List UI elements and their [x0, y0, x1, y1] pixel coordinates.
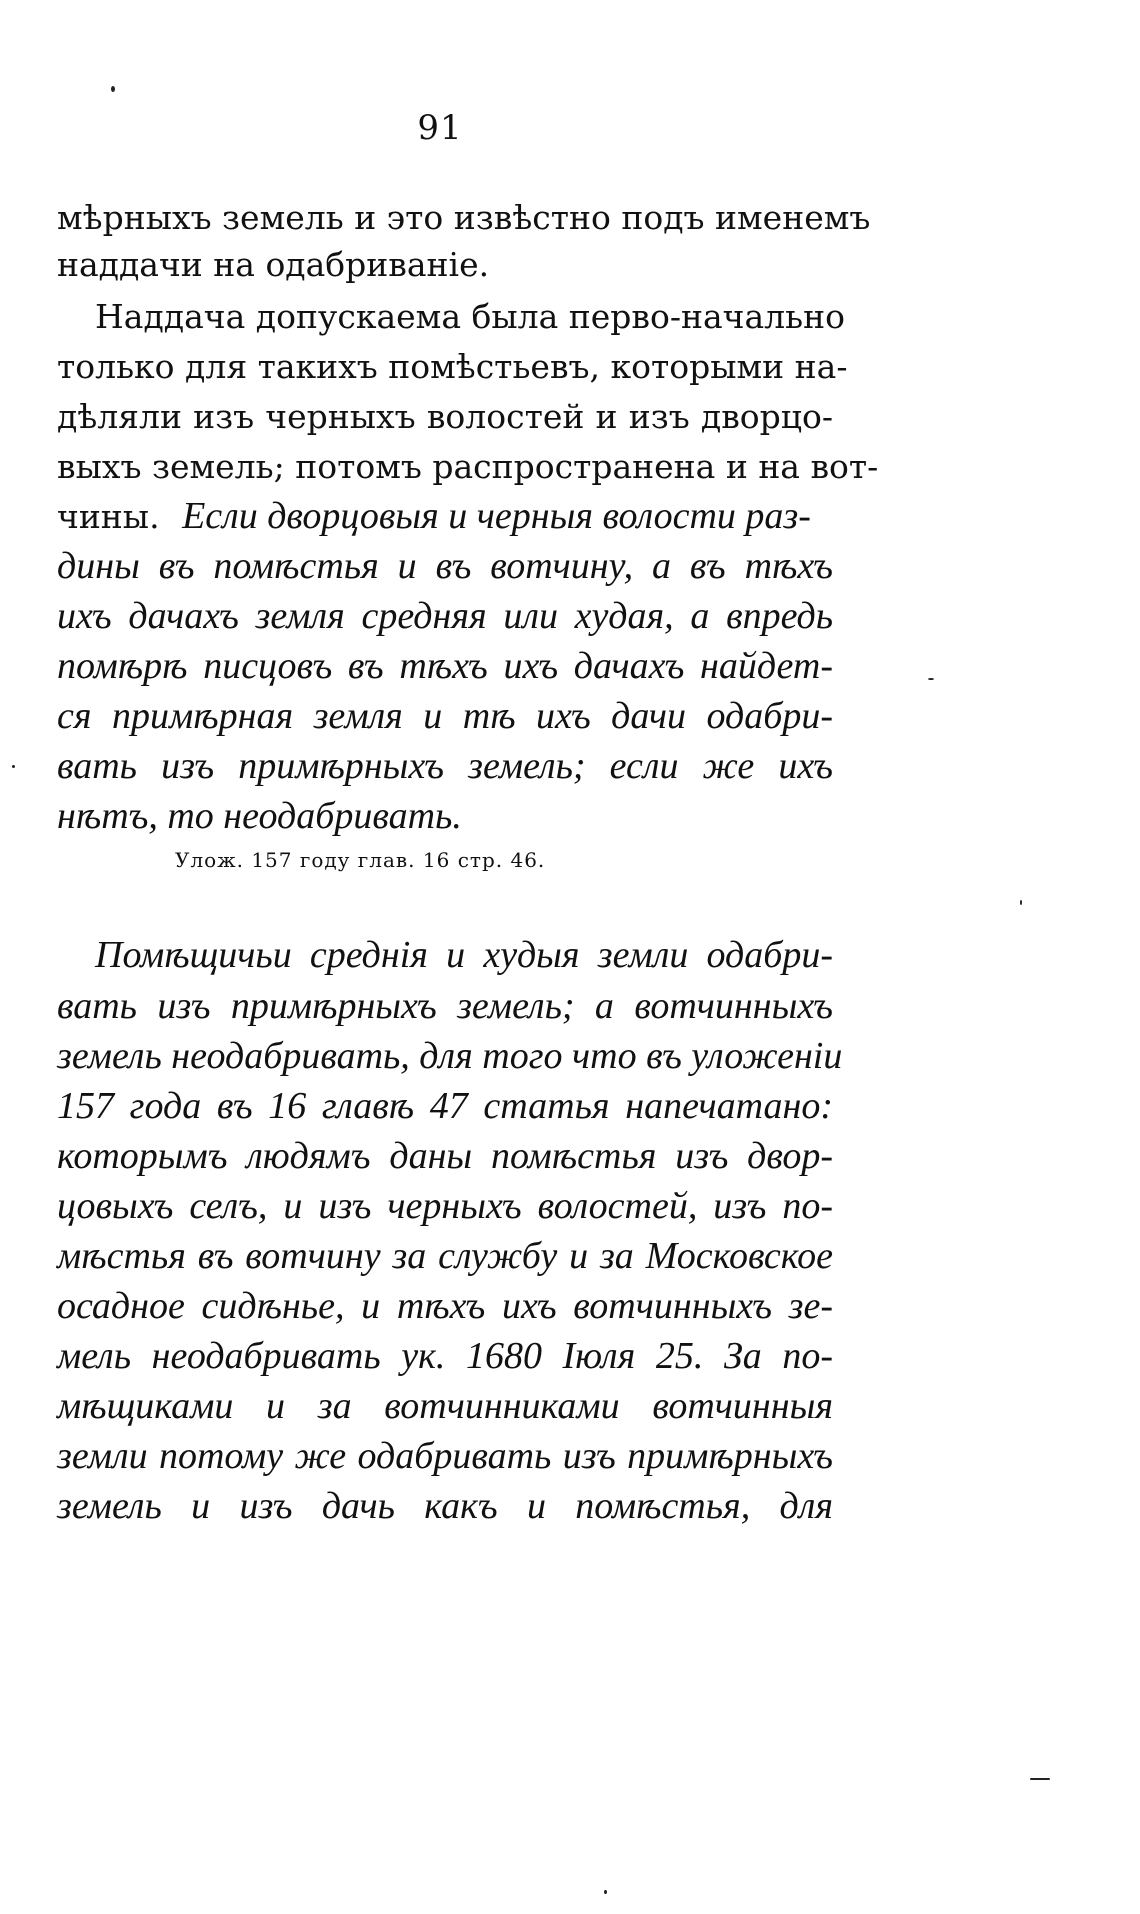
page-number: 91 [417, 108, 463, 148]
italic-line: помѣрѣ писцовъ въ тѣхъ ихъ дачахъ найдет- [57, 645, 833, 687]
italic-line: 157 года въ 16 главѣ 47 статья напечатано: [57, 1085, 833, 1127]
text-line: мѣрныхъ земель и это извѣстно подъ именемъ [57, 198, 871, 237]
scan-speck [12, 765, 15, 768]
italic-line: земель и изъ дачь какъ и помѣстья, для [57, 1485, 833, 1527]
italic-line: земли потому же одабривать изъ примѣрныхъ [57, 1435, 833, 1477]
italic-line: вать изъ примѣрныхъ земель; если же ихъ [57, 745, 833, 787]
scan-speck [1030, 1778, 1050, 1780]
scan-speck [1020, 900, 1022, 905]
italic-line: земель неодабривать, для того что въ уложеніи [57, 1035, 843, 1077]
italic-line: мѣщиками и за вотчинниками вотчинныя [57, 1385, 833, 1427]
scan-speck [111, 86, 115, 92]
italic-line: мель неодабривать ук. 1680 Іюля 25. За по- [57, 1335, 833, 1377]
scan-speck [604, 1890, 607, 1894]
text-line: выхъ земель; потомъ распространена и на вот- [57, 447, 879, 486]
italic-line: ся примѣрная земля и тѣ ихъ дачи одабри- [57, 695, 833, 737]
italic-line: дины въ помѣстья и въ вотчину, а въ тѣхъ [57, 545, 833, 587]
italic-line: мѣстья въ вотчину за службу и за Московское [57, 1235, 833, 1277]
scan-speck [928, 678, 934, 680]
italic-line: цовыхъ селъ, и изъ черныхъ волостей, изъ по- [57, 1185, 833, 1227]
italic-line: вать изъ примѣрныхъ земель; а вотчинныхъ [57, 985, 833, 1027]
italic-line: ихъ дачахъ земля средняя или худая, а впредь [57, 595, 833, 637]
paragraph-first-line: Помѣщичьи среднія и худыя земли одабри- [95, 934, 833, 976]
text-line: только для такихъ помѣстьевъ, которыми на- [57, 347, 848, 386]
text-line: дѣляли изъ черныхъ волостей и изъ дворцо- [57, 397, 833, 436]
paragraph-first-line: Наддача допускаема была перво-начально [95, 297, 845, 336]
text-span: чины. [57, 497, 160, 536]
italic-span: Если дворцовыя и черныя волости раз- [182, 495, 811, 537]
italic-line: осадное сидѣнье, и тѣхъ ихъ вотчинныхъ зе- [57, 1285, 833, 1327]
italic-line: которымъ людямъ даны помѣстья изъ двор- [57, 1135, 833, 1177]
text-line: наддачи на одабриваніе. [57, 245, 490, 284]
mixed-line [57, 496, 833, 537]
italic-line: нѣтъ, то неодабривать. [57, 795, 462, 837]
citation: Улож. 157 году глав. 16 стр. 46. [175, 848, 546, 872]
